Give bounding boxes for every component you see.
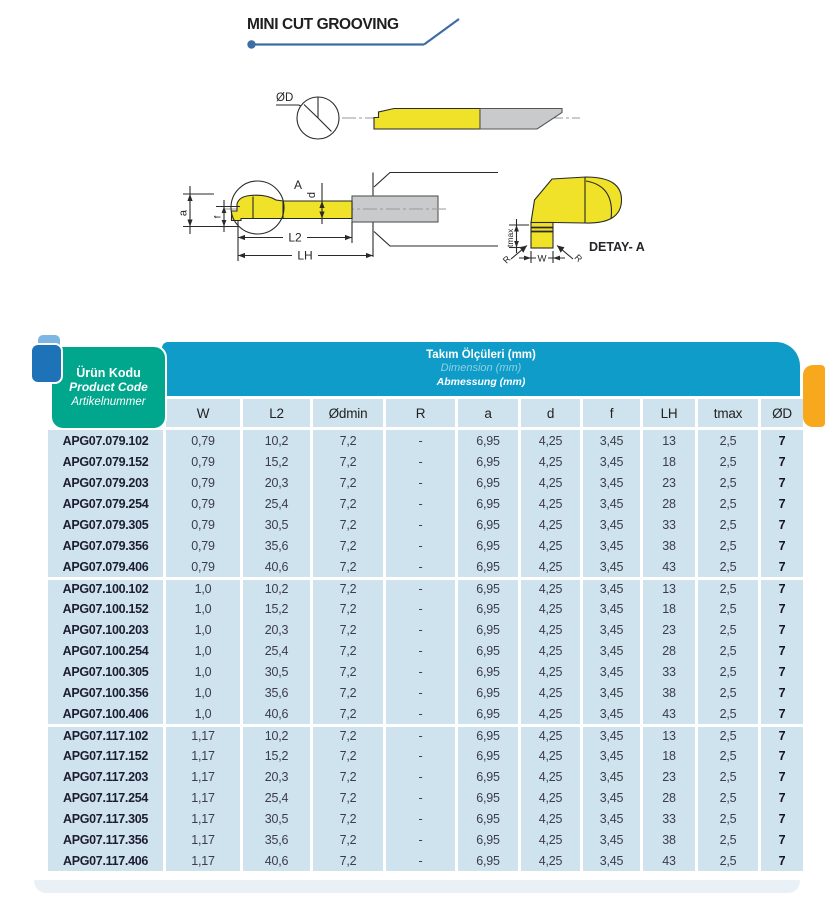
product-table [48,399,803,871]
value-cell: - [383,493,455,514]
value-cell: 7,2 [310,493,383,514]
value-cell: 7,2 [310,640,383,661]
value-cell: 1,0 [163,577,240,598]
table-row [48,724,803,745]
product-code-label-tr: Ürün Kodu [76,365,141,380]
value-cell: 4,25 [518,808,580,829]
band-title-en: Dimension (mm) [440,362,522,375]
value-cell: - [383,472,455,493]
column-header-l2: L2 [240,399,310,430]
value-cell: 3,45 [580,703,640,724]
value-cell: 35,6 [240,535,310,556]
value-cell: 7,2 [310,535,383,556]
od-dim-label: ØD [276,92,294,104]
a-dim-label: a [177,209,190,217]
value-cell: 2,5 [695,598,758,619]
bookmark-tab-icon [30,343,63,384]
product-code-cell: APG07.100.102 [48,577,163,598]
value-cell: 40,6 [240,703,310,724]
carbide-head [374,109,480,130]
column-header-tmax: tmax [695,399,758,430]
insert-neck [531,223,553,249]
insert-head [531,177,622,223]
value-cell: 6,95 [455,745,518,766]
value-cell: 4,25 [518,850,580,871]
value-cell: 18 [640,598,695,619]
value-cell: 7 [758,787,803,808]
band-title-tr: Takım Ölçüleri (mm) [426,348,536,361]
value-cell: 40,6 [240,850,310,871]
column-header-f: f [580,399,640,430]
value-cell: 2,5 [695,808,758,829]
value-cell: 2,5 [695,514,758,535]
value-cell: 3,45 [580,451,640,472]
table-row [48,619,803,640]
value-cell: 7,2 [310,745,383,766]
value-cell: 1,0 [163,598,240,619]
product-code-cell: APG07.100.406 [48,703,163,724]
table-row [48,640,803,661]
value-cell: 7 [758,703,803,724]
value-cell: 13 [640,724,695,745]
value-cell: 2,5 [695,493,758,514]
value-cell: 13 [640,430,695,451]
product-code-cell: APG07.079.406 [48,556,163,577]
value-cell: 0,79 [163,451,240,472]
value-cell: 7 [758,472,803,493]
value-cell: 7 [758,829,803,850]
value-cell: 7,2 [310,724,383,745]
value-cell: - [383,787,455,808]
value-cell: 6,95 [455,766,518,787]
value-cell: 2,5 [695,745,758,766]
product-code-cell: APG07.117.152 [48,745,163,766]
value-cell: 7,2 [310,598,383,619]
value-cell: 38 [640,682,695,703]
value-cell: 2,5 [695,556,758,577]
value-cell: 1,0 [163,661,240,682]
value-cell: 15,2 [240,598,310,619]
value-cell: - [383,682,455,703]
value-cell: 7 [758,661,803,682]
value-cell: 7 [758,640,803,661]
value-cell: - [383,703,455,724]
product-code-cell: APG07.117.305 [48,808,163,829]
r-right-dim-label: R [572,252,585,265]
value-cell: 23 [640,766,695,787]
value-cell: 3,45 [580,493,640,514]
product-code-cell: APG07.117.356 [48,829,163,850]
l2-dim-label: L2 [288,230,302,245]
value-cell: 30,5 [240,661,310,682]
value-cell: 15,2 [240,745,310,766]
value-cell: 0,79 [163,556,240,577]
table-row [48,598,803,619]
table-row [48,682,803,703]
value-cell: 7 [758,430,803,451]
table-row [48,493,803,514]
value-cell: - [383,808,455,829]
table-row [48,577,803,598]
f-dim-label: f [212,215,223,219]
value-cell: 2,5 [695,766,758,787]
value-cell: 0,79 [163,514,240,535]
value-cell: 7,2 [310,577,383,598]
value-cell: 7 [758,577,803,598]
value-cell: 7,2 [310,808,383,829]
value-cell: 6,95 [455,430,518,451]
value-cell: 0,79 [163,472,240,493]
spec-table-block [30,335,825,897]
table-row [48,661,803,682]
value-cell: 7 [758,493,803,514]
technical-drawing [0,0,825,320]
value-cell: 7 [758,451,803,472]
value-cell: 7,2 [310,472,383,493]
value-cell: 7,2 [310,619,383,640]
value-cell: - [383,724,455,745]
value-cell: 23 [640,619,695,640]
value-cell: 1,17 [163,850,240,871]
column-header-w: W [163,399,240,430]
value-cell: 2,5 [695,850,758,871]
value-cell: - [383,556,455,577]
table-row [48,808,803,829]
value-cell: 28 [640,640,695,661]
column-header-d: d [518,399,580,430]
value-cell: 2,5 [695,577,758,598]
value-cell: 2,5 [695,619,758,640]
value-cell: 2,5 [695,661,758,682]
tool-shank [480,109,562,130]
value-cell: 7 [758,556,803,577]
table-row [48,514,803,535]
detail-title: DETAY- A [589,240,645,254]
value-cell: 7 [758,535,803,556]
value-cell: - [383,850,455,871]
value-cell: 7 [758,808,803,829]
value-cell: 4,25 [518,598,580,619]
value-cell: 7 [758,850,803,871]
product-code-cell: APG07.079.356 [48,535,163,556]
value-cell: 6,95 [455,724,518,745]
value-cell: 13 [640,577,695,598]
value-cell: 23 [640,472,695,493]
value-cell: 3,45 [580,535,640,556]
value-cell: 10,2 [240,430,310,451]
table-row [48,745,803,766]
value-cell: 4,25 [518,724,580,745]
product-code-label-de: Artikelnummer [71,395,146,408]
value-cell: 3,45 [580,766,640,787]
value-cell: 7 [758,598,803,619]
value-cell: 2,5 [695,472,758,493]
value-cell: 35,6 [240,829,310,850]
column-header-lh: LH [640,399,695,430]
value-cell: 2,5 [695,451,758,472]
value-cell: 7,2 [310,682,383,703]
value-cell: 20,3 [240,619,310,640]
value-cell: 25,4 [240,493,310,514]
tmax-dim-label: tmax [505,228,515,247]
product-code-cell: APG07.117.254 [48,787,163,808]
value-cell: - [383,535,455,556]
value-cell: 4,25 [518,787,580,808]
band-title-de: Abmessung (mm) [436,375,526,388]
value-cell: 43 [640,556,695,577]
value-cell: 4,25 [518,745,580,766]
value-cell: 7 [758,766,803,787]
value-cell: 4,25 [518,556,580,577]
product-code-cell: APG07.100.203 [48,619,163,640]
r-left-dim-label: R [500,253,513,266]
table-row [48,430,803,451]
value-cell: 7,2 [310,850,383,871]
title-underline [247,19,459,49]
product-table-body [48,430,803,871]
value-cell: 0,79 [163,430,240,451]
w-dim-label: W [537,253,547,265]
value-cell: 20,3 [240,472,310,493]
column-header-dmin: Ødmin [310,399,383,430]
product-code-header [50,345,167,430]
value-cell: 3,45 [580,808,640,829]
value-cell: 38 [640,535,695,556]
value-cell: 0,79 [163,493,240,514]
value-cell: 4,25 [518,493,580,514]
carbide-head [232,195,284,220]
value-cell: 6,95 [455,661,518,682]
value-cell: 2,5 [695,535,758,556]
table-row [48,535,803,556]
value-cell: 6,95 [455,451,518,472]
value-cell: 6,95 [455,808,518,829]
value-cell: 10,2 [240,577,310,598]
value-cell: 1,0 [163,703,240,724]
page-title: MINI CUT GROOVING [247,16,399,33]
value-cell: 3,45 [580,682,640,703]
value-cell: - [383,640,455,661]
table-row [48,829,803,850]
value-cell: 4,25 [518,535,580,556]
column-header-d: ØD [758,399,803,430]
value-cell: 7,2 [310,661,383,682]
product-code-cell: APG07.079.203 [48,472,163,493]
detail-marker-label: A [294,178,303,192]
value-cell: 30,5 [240,808,310,829]
value-cell: 7 [758,514,803,535]
value-cell: 4,25 [518,577,580,598]
table-row [48,556,803,577]
value-cell: 2,5 [695,682,758,703]
drawing-detail-view [501,177,645,265]
lh-dim-label: LH [297,248,313,263]
value-cell: 6,95 [455,829,518,850]
value-cell: 1,17 [163,745,240,766]
value-cell: - [383,619,455,640]
value-cell: 4,25 [518,682,580,703]
value-cell: 6,95 [455,787,518,808]
product-code-cell: APG07.117.406 [48,850,163,871]
value-cell: 6,95 [455,577,518,598]
value-cell: 20,3 [240,766,310,787]
value-cell: 3,45 [580,724,640,745]
value-cell: 35,6 [240,682,310,703]
value-cell: 4,25 [518,472,580,493]
value-cell: 3,45 [580,514,640,535]
value-cell: 7,2 [310,787,383,808]
value-cell: 40,6 [240,556,310,577]
value-cell: 18 [640,745,695,766]
column-header-a: a [455,399,518,430]
value-cell: - [383,745,455,766]
product-code-cell: APG07.079.254 [48,493,163,514]
value-cell: 33 [640,514,695,535]
value-cell: 3,45 [580,829,640,850]
value-cell: 3,45 [580,661,640,682]
value-cell: 1,17 [163,766,240,787]
value-cell: 2,5 [695,724,758,745]
page-index-tab [803,365,825,427]
value-cell: 7,2 [310,766,383,787]
value-cell: 33 [640,661,695,682]
table-row [48,766,803,787]
value-cell: 43 [640,703,695,724]
product-code-cell: APG07.100.356 [48,682,163,703]
value-cell: - [383,451,455,472]
value-cell: - [383,430,455,451]
value-cell: 4,25 [518,766,580,787]
value-cell: 6,95 [455,514,518,535]
value-cell: 1,0 [163,682,240,703]
value-cell: 3,45 [580,745,640,766]
value-cell: 7,2 [310,451,383,472]
value-cell: 7,2 [310,703,383,724]
value-cell: 18 [640,451,695,472]
value-cell: 28 [640,787,695,808]
value-cell: 38 [640,829,695,850]
value-cell: 10,2 [240,724,310,745]
value-cell: - [383,514,455,535]
value-cell: 4,25 [518,703,580,724]
d-dim-label: d [306,191,318,199]
column-header-r: R [383,399,455,430]
value-cell: 2,5 [695,640,758,661]
value-cell: 4,25 [518,451,580,472]
value-cell: 1,0 [163,640,240,661]
value-cell: - [383,829,455,850]
value-cell: 3,45 [580,850,640,871]
value-cell: 28 [640,493,695,514]
table-row [48,451,803,472]
value-cell: 7 [758,619,803,640]
value-cell: 6,95 [455,556,518,577]
value-cell: 6,95 [455,682,518,703]
value-cell: 3,45 [580,619,640,640]
value-cell: 25,4 [240,640,310,661]
value-cell: 6,95 [455,850,518,871]
value-cell: 7 [758,724,803,745]
product-code-cell: APG07.079.102 [48,430,163,451]
value-cell: 33 [640,808,695,829]
product-code-cell: APG07.100.305 [48,661,163,682]
value-cell: 4,25 [518,619,580,640]
product-code-cell: APG07.117.102 [48,724,163,745]
product-code-cell: APG07.079.152 [48,451,163,472]
table-row [48,787,803,808]
value-cell: 7,2 [310,556,383,577]
value-cell: 7 [758,745,803,766]
value-cell: 1,0 [163,619,240,640]
value-cell: 7,2 [310,430,383,451]
value-cell: 6,95 [455,493,518,514]
value-cell: 43 [640,850,695,871]
value-cell: 1,17 [163,829,240,850]
value-cell: 4,25 [518,829,580,850]
value-cell: 3,45 [580,787,640,808]
table-row [48,703,803,724]
value-cell: 1,17 [163,724,240,745]
value-cell: - [383,766,455,787]
product-code-cell: APG07.117.203 [48,766,163,787]
dimensions-header-band [162,342,800,396]
value-cell: 2,5 [695,829,758,850]
drawing-dimension-view [178,173,499,263]
value-cell: - [383,598,455,619]
value-cell: - [383,661,455,682]
value-cell: 6,95 [455,640,518,661]
value-cell: 25,4 [240,787,310,808]
value-cell: 30,5 [240,514,310,535]
value-cell: - [383,577,455,598]
value-cell: 6,95 [455,703,518,724]
table-row [48,472,803,493]
value-cell: 0,79 [163,535,240,556]
value-cell: 6,95 [455,472,518,493]
drawing-side-view [276,92,580,139]
product-code-cell: APG07.100.152 [48,598,163,619]
value-cell: 4,25 [518,640,580,661]
value-cell: 4,25 [518,514,580,535]
product-code-cell: APG07.079.305 [48,514,163,535]
product-code-cell: APG07.100.254 [48,640,163,661]
value-cell: 3,45 [580,577,640,598]
value-cell: 6,95 [455,535,518,556]
value-cell: 7 [758,682,803,703]
value-cell: 7,2 [310,829,383,850]
value-cell: 2,5 [695,787,758,808]
value-cell: 4,25 [518,430,580,451]
table-bottom-edge [34,880,800,893]
value-cell: 2,5 [695,430,758,451]
value-cell: 1,17 [163,808,240,829]
value-cell: 7,2 [310,514,383,535]
value-cell: 3,45 [580,640,640,661]
value-cell: 1,17 [163,787,240,808]
value-cell: 15,2 [240,451,310,472]
value-cell: 3,45 [580,598,640,619]
table-row [48,850,803,871]
value-cell: 2,5 [695,703,758,724]
value-cell: 3,45 [580,472,640,493]
value-cell: 3,45 [580,430,640,451]
value-cell: 6,95 [455,598,518,619]
product-code-label-en: Product Code [69,380,148,395]
value-cell: 3,45 [580,556,640,577]
value-cell: 6,95 [455,619,518,640]
value-cell: 4,25 [518,661,580,682]
